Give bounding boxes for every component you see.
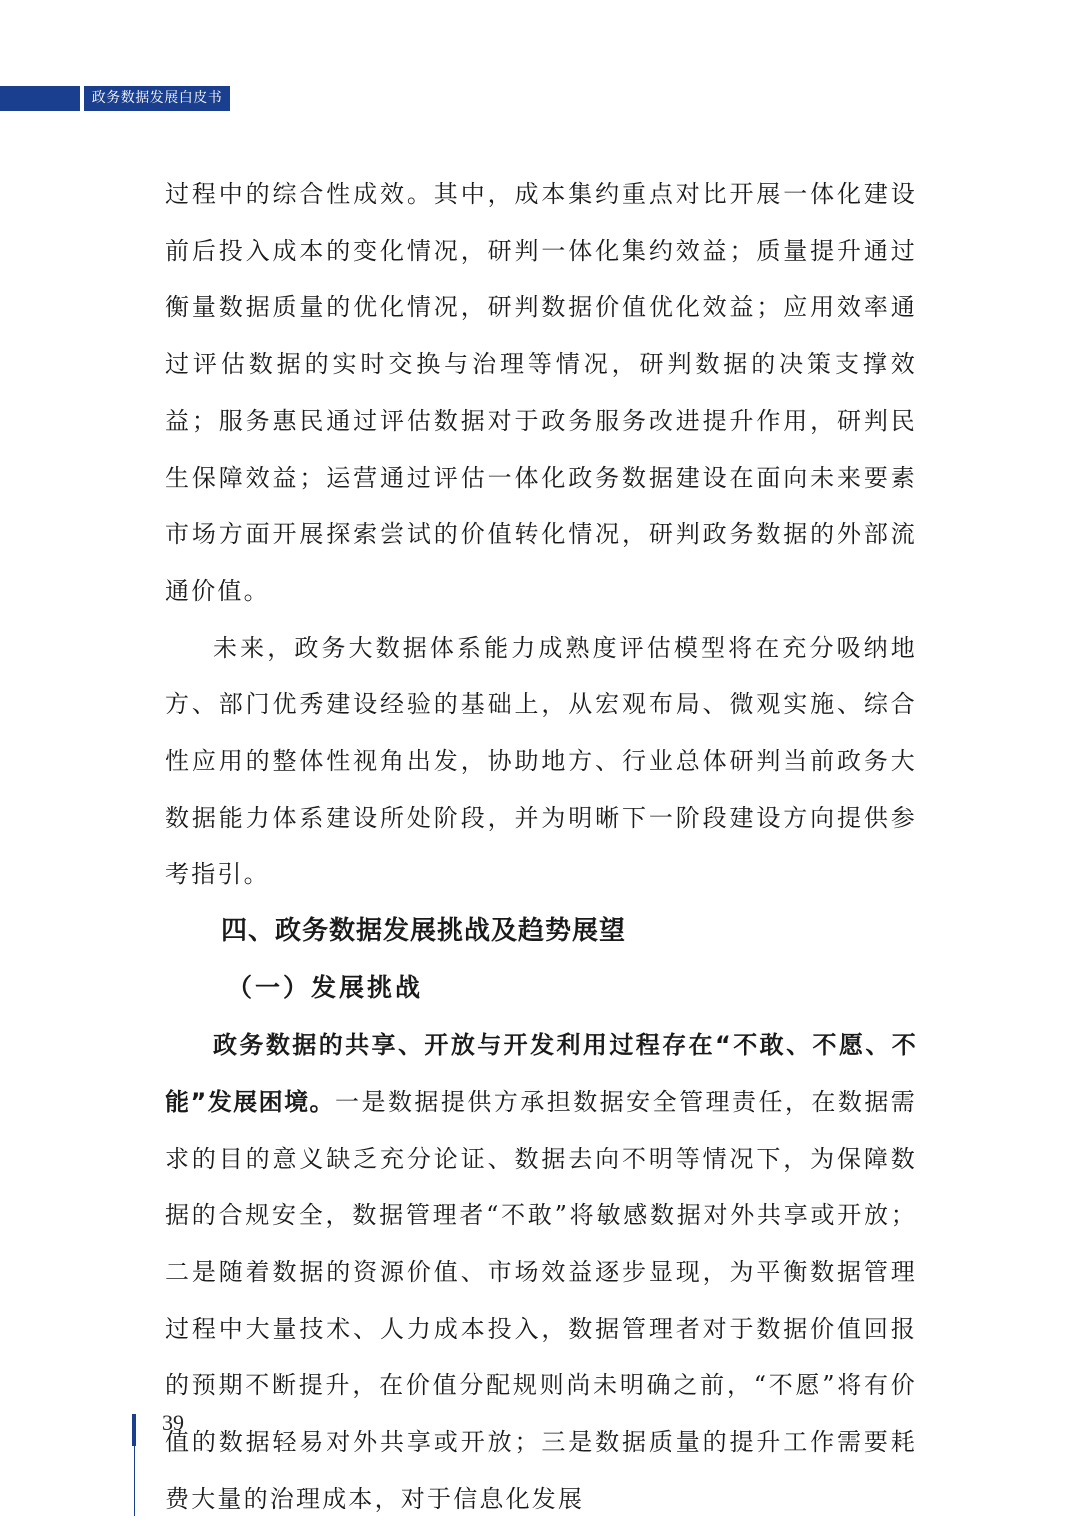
paragraph-3-text: 一是数据提供方承担数据安全管理责任，在数据需求的目的意义缺乏充分论证、数据去向不明等情况下，为保障数据的合规安全，数据管理者“不敢”将敏感数据对外共享或开放；二是随着数据的资源价值、市场效益逐步显现，为平衡数据管理过程中大量技术、人力成本投入，数据管理者对于数据价值回报的预期不断提升，在价值分配规则尚未明确之前，“不愿”将有价值的数据轻易对外共享或开放；三是数据质量的提升工作需要耗费大量的治理成本，对于信息化发展 (165, 1087, 917, 1513)
page-number: 39 (162, 1410, 184, 1435)
body-paragraph-2: 未来，政务大数据体系能力成熟度评估模型将在充分吸纳地方、部门优秀建设经验的基础上，从宏观布局、微观实施、综合性应用的整体性视角出发，协助地方、行业总体研判当前政务大数据能力体系建设所处阶段，并为明晰下一阶段建设方向提供参考指引。 (165, 633, 917, 889)
header-title-tag: 政务数据发展白皮书 (84, 86, 230, 111)
footer-rule (134, 1446, 135, 1516)
body-paragraph-3 (165, 1017, 917, 1527)
body-paragraph-1: 过程中的综合性成效。其中，成本集约重点对比开展一体化建设前后投入成本的变化情况，研判一体化集约效益；质量提升通过衡量数据质量的优化情况，研判数据价值优化效益；应用效率通过评估数据的实时交换与治理等情况，研判数据的决策支撑效益；服务惠民通过评估数据对于政务服务改进提升作用，研判民生保障效益；运营通过评估一体化政务数据建设在面向未来要素市场方面开展探索尝试的价值转化情况，研判政务数据的外部流通价值。 (165, 180, 917, 605)
section-heading: 四、政务数据发展挑战及趋势展望 (221, 916, 627, 947)
paragraph-3-bold-lead: 政务数据的共享、开放与开发利用过程存在“不敢、不愿、不能”发展困境。 (165, 1031, 917, 1116)
page-body (165, 166, 917, 1527)
footer-accent-bar (132, 1414, 136, 1446)
subsection-heading: （一）发展挑战 (227, 973, 424, 1003)
header-accent-bar (0, 86, 80, 111)
